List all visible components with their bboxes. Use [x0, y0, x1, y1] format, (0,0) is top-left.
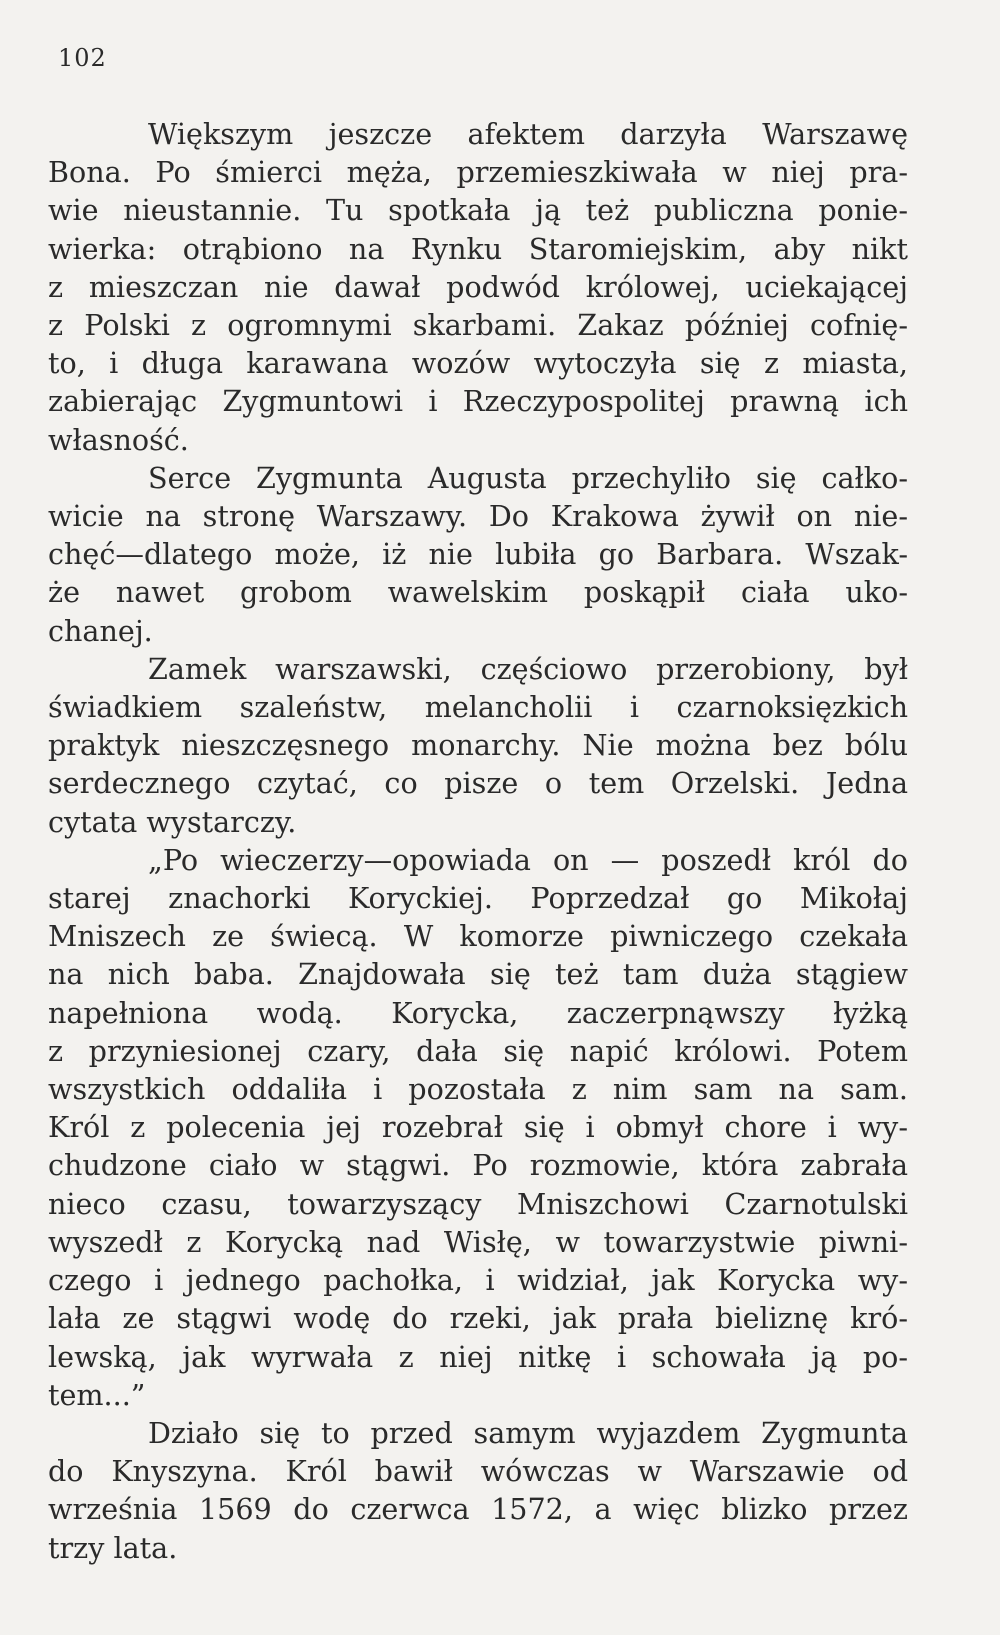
- text-line: serdecznego czytać, co pisze o tem Orzelski. Jedna: [48, 766, 908, 801]
- body-text: [48, 115, 908, 1567]
- text-line: z Polski z ogromnymi skarbami. Zakaz później cofnię-: [48, 308, 908, 343]
- text-line: wierka: otrąbiono na Rynku Staromiejskim, aby nikt: [48, 231, 908, 266]
- text-line: chudzone ciało w stągwi. Po rozmowie, która zabrała: [48, 1148, 908, 1183]
- text-line: Bona. Po śmierci męża, przemieszkiwała w niej pra-: [48, 155, 908, 190]
- text-line: Serce Zygmunta Augusta przechyliło się całko-: [148, 460, 908, 495]
- text-line: tem...”: [48, 1377, 146, 1412]
- text-line: praktyk nieszczęsnego monarchy. Nie można bez bólu: [48, 728, 908, 763]
- text-line: własność.: [48, 422, 189, 457]
- text-line: „Po wieczerzy—opowiada on — poszedł król do: [148, 842, 908, 877]
- text-line: nieco czasu, towarzyszący Mniszchowi Czarnotulski: [48, 1186, 908, 1221]
- text-line: lała ze stągwi wodę do rzeki, jak prała bieliznę kró-: [48, 1301, 908, 1336]
- text-line: że nawet grobom wawelskim poskąpił ciała uko-: [48, 575, 908, 610]
- text-line: czego i jednego pachołka, i widział, jak Korycka wy-: [48, 1263, 908, 1298]
- text-line: września 1569 do czerwca 1572, a więc blizko przez: [48, 1492, 908, 1527]
- text-line: to, i długa karawana wozów wytoczyła się z miasta,: [48, 346, 908, 381]
- text-line: zabierając Zygmuntowi i Rzeczypospolitej prawną ich: [48, 384, 908, 419]
- text-line: świadkiem szaleństw, melancholii i czarnoksięzkich: [48, 690, 908, 725]
- text-line: wicie na stronę Warszawy. Do Krakowa żywił on nie-: [48, 499, 908, 534]
- text-line: lewską, jak wyrwała z niej nitkę i schowała ją po-: [48, 1339, 908, 1374]
- text-line: chęć—dlatego może, iż nie lubiła go Barbara. Wszak-: [48, 537, 908, 572]
- text-line: Działo się to przed samym wyjazdem Zygmunta: [148, 1415, 908, 1450]
- text-line: wyszedł z Korycką nad Wisłę, w towarzystwie piwni-: [48, 1224, 908, 1259]
- text-line: wie nieustannie. Tu spotkała ją też publiczna ponie-: [48, 193, 908, 228]
- page-number: 102: [58, 44, 107, 72]
- text-line: napełniona wodą. Korycka, zaczerpnąwszy łyżką: [48, 995, 908, 1030]
- text-line: cytata wystarczy.: [48, 804, 297, 839]
- text-line: trzy lata.: [48, 1530, 178, 1565]
- text-line: na nich baba. Znajdowała się też tam duża stągiew: [48, 957, 908, 992]
- text-line: starej znachorki Koryckiej. Poprzedzał go Mikołaj: [48, 881, 908, 916]
- text-line: z mieszczan nie dawał podwód królowej, uciekającej: [48, 269, 908, 304]
- text-line: wszystkich oddaliła i pozostała z nim sam na sam.: [48, 1072, 908, 1107]
- text-line: Król z polecenia jej rozebrał się i obmył chore i wy-: [48, 1110, 908, 1145]
- text-line: Mniszech ze świecą. W komorze piwniczego czekała: [48, 919, 908, 954]
- text-line: Zamek warszawski, częściowo przerobiony, był: [148, 651, 908, 686]
- text-line: Większym jeszcze afektem darzyła Warszawę: [148, 117, 908, 151]
- text-line: do Knyszyna. Król bawił wówczas w Warszawie od: [48, 1454, 908, 1489]
- text-line: chanej.: [48, 613, 153, 648]
- text-line: z przyniesionej czary, dała się napić królowi. Potem: [48, 1033, 908, 1068]
